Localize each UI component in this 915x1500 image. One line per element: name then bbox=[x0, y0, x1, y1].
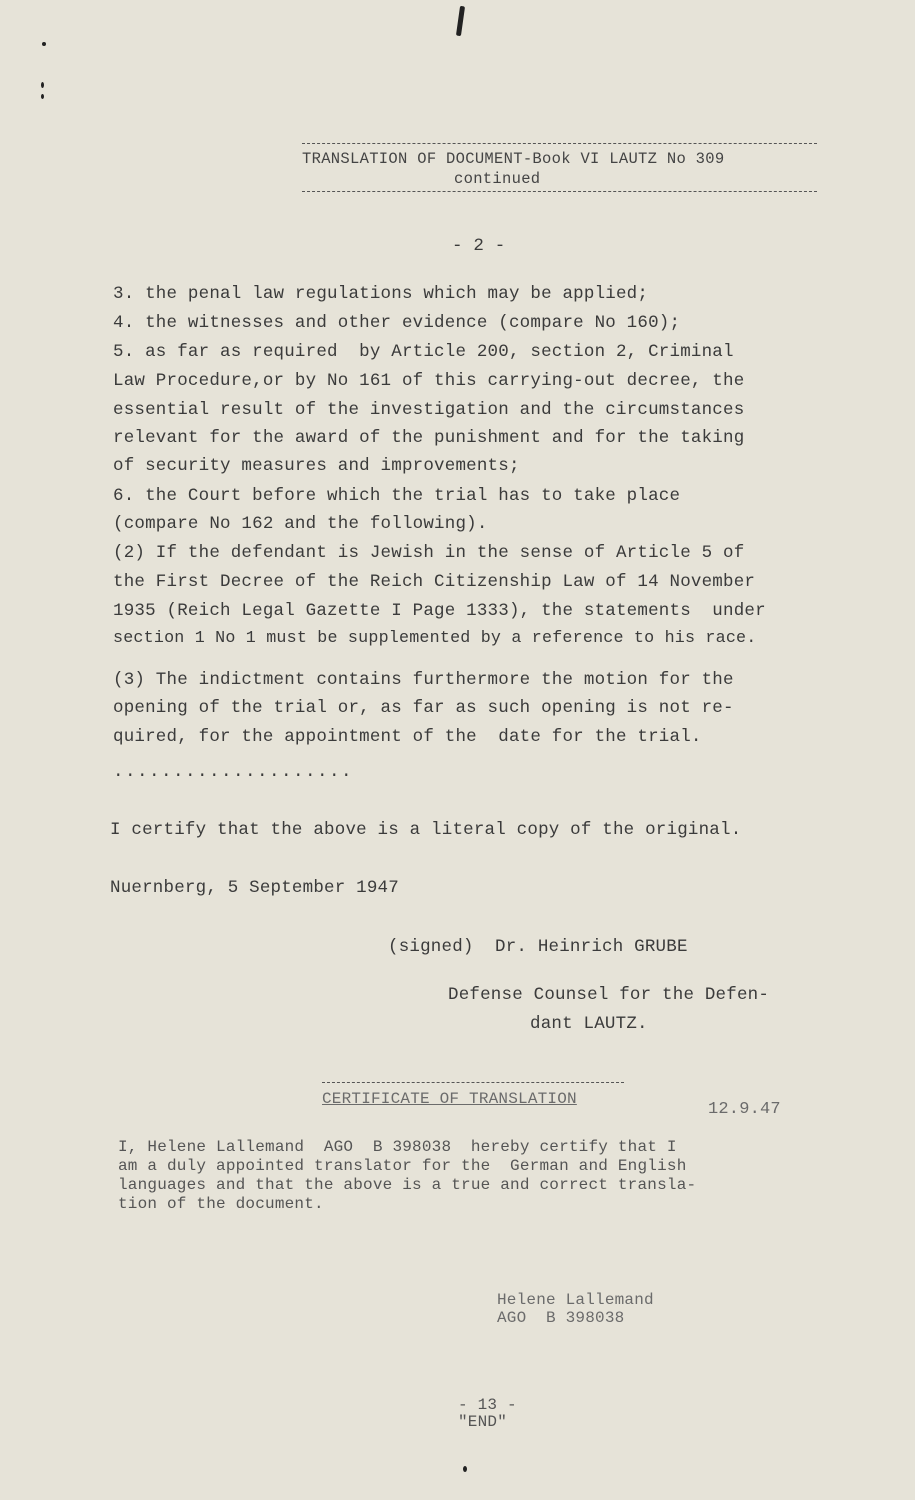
signature-line: (signed) Dr. Heinrich GRUBE bbox=[388, 937, 688, 957]
ink-dot-mark bbox=[42, 42, 46, 46]
body-line: 1935 (Reich Legal Gazette I Page 1333), the statements under bbox=[113, 601, 766, 621]
body-line: quired, for the appointment of the date for the trial. bbox=[113, 727, 702, 747]
header-rule-top bbox=[302, 143, 817, 144]
translator-name: Helene Lallemand bbox=[497, 1291, 654, 1309]
body-line: (compare No 162 and the following). bbox=[113, 514, 488, 534]
body-line: 5. as far as required by Article 200, section 2, Criminal bbox=[113, 342, 734, 362]
ink-stroke-mark bbox=[456, 6, 465, 36]
body-line: 6. the Court before which the trial has to take place bbox=[113, 486, 681, 506]
body-line: (3) The indictment contains furthermore the motion for the bbox=[113, 670, 734, 690]
body-line: (2) If the defendant is Jewish in the sense of Article 5 of bbox=[113, 543, 745, 563]
ink-dot-mark bbox=[41, 94, 44, 99]
ink-dot-mark bbox=[463, 1466, 467, 1472]
certificate-text-line: languages and that the above is a true and correct transla- bbox=[118, 1176, 697, 1194]
certification-statement: I certify that the above is a literal copy of the original. bbox=[110, 820, 742, 840]
footer-page-number: - 13 - bbox=[458, 1396, 517, 1414]
body-line: relevant for the award of the punishment and for the taking bbox=[113, 428, 745, 448]
body-line: essential result of the investigation and the circumstances bbox=[113, 400, 745, 420]
signer-role-line: dant LAUTZ. bbox=[530, 1014, 648, 1034]
certificate-date: 12.9.47 bbox=[708, 1100, 781, 1119]
document-title-continued: continued bbox=[454, 170, 541, 188]
certificate-heading: CERTIFICATE OF TRANSLATION bbox=[322, 1090, 577, 1108]
certificate-rule bbox=[322, 1082, 624, 1083]
signer-role-line: Defense Counsel for the Defen- bbox=[448, 985, 770, 1005]
body-line: 4. the witnesses and other evidence (compare No 160); bbox=[113, 313, 681, 333]
body-line: 3. the penal law regulations which may be applied; bbox=[113, 284, 649, 304]
document-title: TRANSLATION OF DOCUMENT-Book VI LAUTZ No 309 bbox=[302, 150, 725, 168]
body-line: Law Procedure,or by No 161 of this carrying-out decree, the bbox=[113, 371, 745, 391]
footer-end-marker: "END" bbox=[458, 1413, 508, 1431]
ink-dot-mark bbox=[41, 82, 44, 88]
certificate-text-line: tion of the document. bbox=[118, 1195, 324, 1213]
body-line: section 1 No 1 must be supplemented by a reference to his race. bbox=[113, 629, 757, 648]
body-line: opening of the trial or, as far as such opening is not re- bbox=[113, 698, 734, 718]
header-rule-bottom bbox=[302, 191, 817, 192]
translator-id: AGO B 398038 bbox=[497, 1309, 625, 1327]
ellipsis-divider: .................... bbox=[113, 762, 354, 782]
page-marker: - 2 - bbox=[452, 236, 506, 256]
place-date: Nuernberg, 5 September 1947 bbox=[110, 878, 399, 898]
certificate-text-line: am a duly appointed translator for the German and English bbox=[118, 1157, 687, 1175]
body-line: the First Decree of the Reich Citizenship Law of 14 November bbox=[113, 572, 756, 592]
certificate-text-line: I, Helene Lallemand AGO B 398038 hereby certify that I bbox=[118, 1138, 677, 1156]
body-line: of security measures and improvements; bbox=[113, 456, 520, 476]
